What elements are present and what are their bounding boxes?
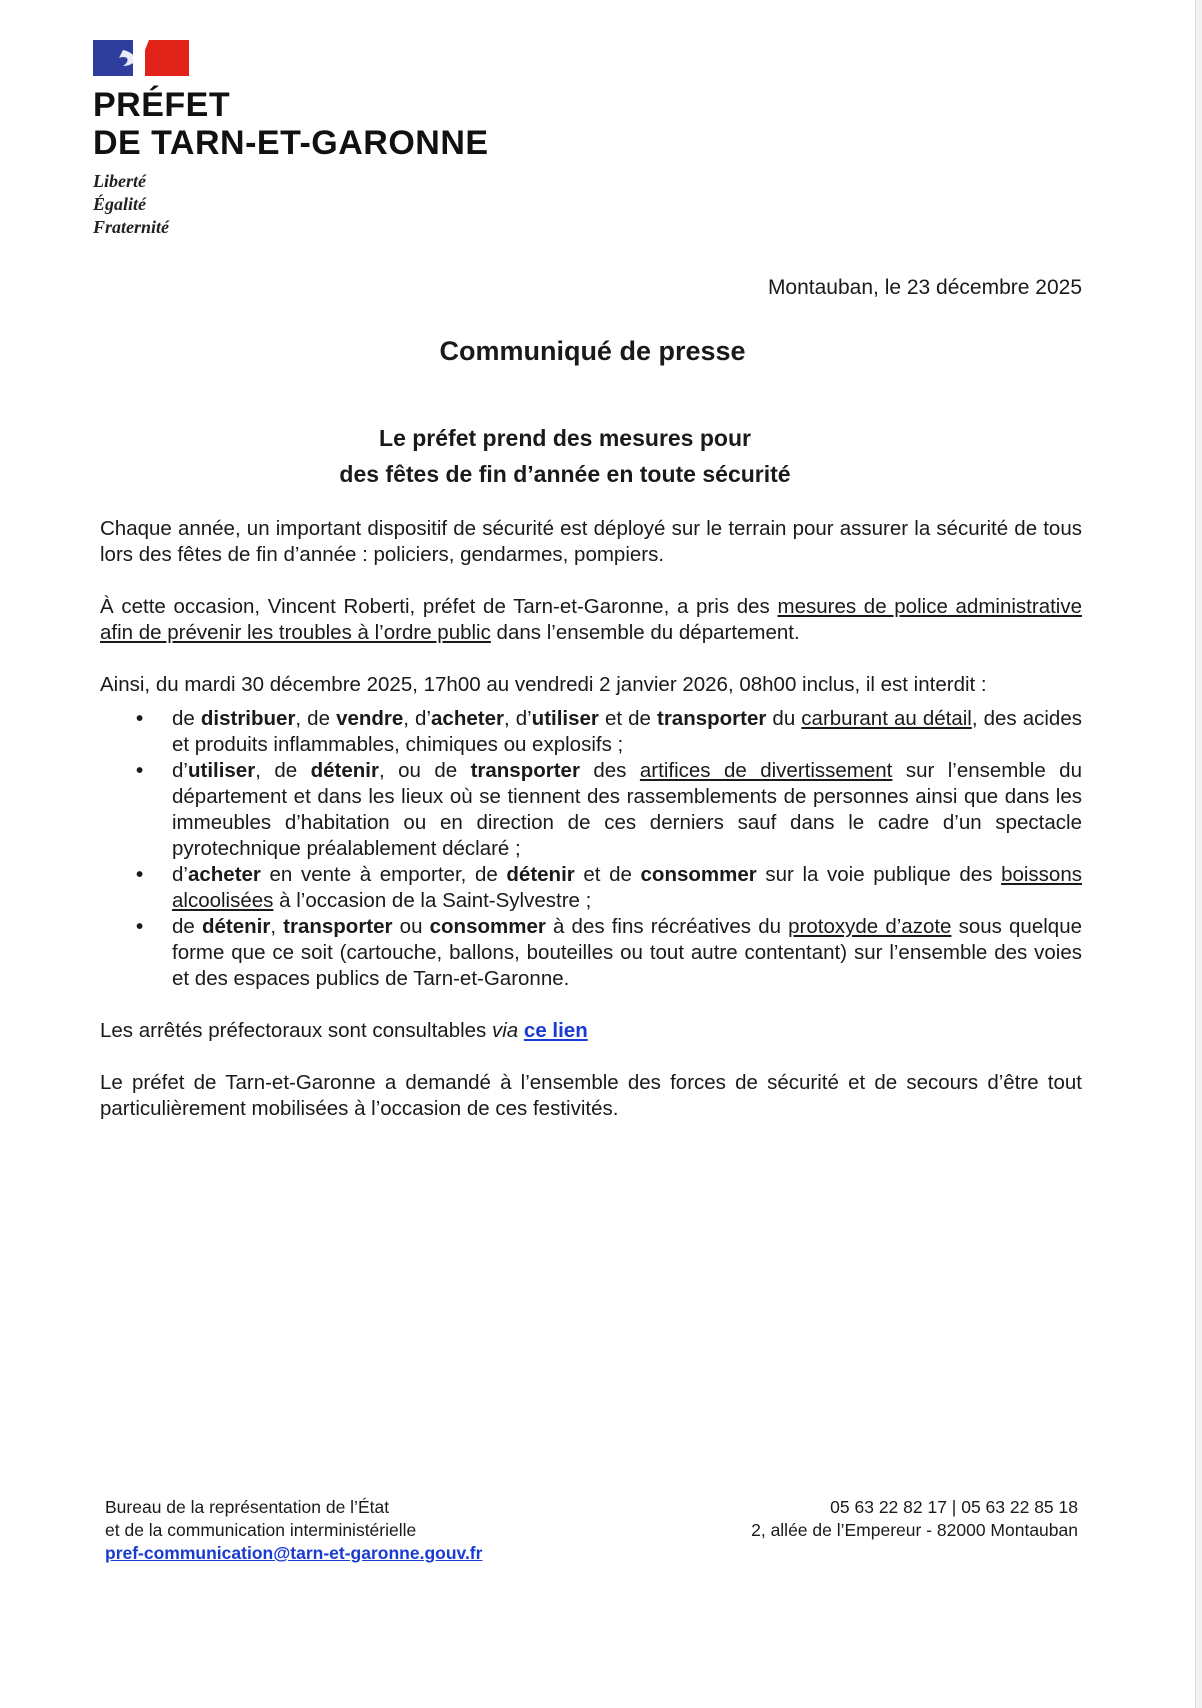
paragraph-measures bbox=[100, 594, 1082, 646]
text: de bbox=[172, 707, 201, 730]
text: à des fins récréatives du bbox=[545, 915, 789, 938]
list-item bbox=[100, 706, 1082, 758]
text: ou bbox=[392, 915, 430, 938]
bold-text: détenir bbox=[506, 863, 575, 886]
underlined-text: artifices de divertissement bbox=[639, 759, 893, 782]
paragraph-arretes bbox=[100, 1018, 1082, 1044]
marianne-flag-svg bbox=[93, 40, 189, 76]
text: de bbox=[172, 915, 202, 938]
text: d’ bbox=[172, 759, 188, 782]
footer-email-link[interactable]: pref-communication@tarn-et-garonne.gouv.fr bbox=[105, 1543, 483, 1563]
headline-line1: Le préfet prend des mesures pour bbox=[379, 425, 751, 451]
text: d’ bbox=[172, 863, 188, 886]
arretes-link[interactable]: ce lien bbox=[523, 1019, 588, 1042]
text: du bbox=[766, 707, 802, 730]
text: sous quelque forme que ce soit (cartouche, ballons, bouteilles ou tout autre contentant) sur l’ensemble des voies et des espaces publics de Tarn-et-Garonne. bbox=[172, 915, 1082, 990]
text: et de bbox=[574, 863, 641, 886]
text: Les arrêtés préfectoraux sont consultables bbox=[100, 1019, 492, 1042]
page-edge bbox=[1195, 0, 1202, 1708]
list-item bbox=[100, 758, 1082, 862]
bold-text: détenir bbox=[310, 759, 379, 782]
press-release-body bbox=[100, 516, 1082, 1148]
text: , bbox=[270, 915, 284, 938]
document-type: Communiqué de presse bbox=[439, 336, 746, 366]
motto-liberte: Liberté bbox=[93, 171, 146, 191]
text: dans l’ensemble du département. bbox=[490, 621, 800, 644]
bullet-icon: • bbox=[136, 915, 144, 938]
paragraph-intro: Chaque année, un important dispositif de sécurité est déployé sur le terrain pour assurer la sécurité de tous lors des fêtes de fin d’année : policiers, gendarmes, pompiers. bbox=[100, 517, 1082, 566]
bold-text: transporter bbox=[657, 707, 767, 730]
bold-text: utiliser bbox=[531, 707, 599, 730]
prefecture-logo bbox=[93, 40, 513, 239]
prefecture-title bbox=[93, 86, 513, 162]
text: à l’occasion de la Saint-Sylvestre ; bbox=[273, 889, 592, 912]
list-item bbox=[100, 862, 1082, 914]
bold-text: acheter bbox=[187, 863, 261, 886]
footer-phones: 05 63 22 82 17 | 05 63 22 85 18 bbox=[830, 1497, 1078, 1517]
bold-text: détenir bbox=[201, 915, 271, 938]
bold-text: consommer bbox=[640, 863, 757, 886]
footer-contact-address bbox=[751, 1496, 1078, 1542]
marianne-flag-icon bbox=[93, 40, 189, 76]
headline-line2: des fêtes de fin d’année en toute sécurité bbox=[339, 461, 791, 487]
bullet-icon: • bbox=[136, 863, 144, 886]
text: en vente à emporter, de bbox=[260, 863, 507, 886]
underlined-text: mesures de police administrative afin de prévenir les troubles à l’ordre public bbox=[100, 595, 1082, 644]
text: , des acides et produits inflammables, chimiques ou explosifs ; bbox=[172, 707, 1082, 756]
list-item bbox=[100, 914, 1082, 992]
bullet-icon: • bbox=[136, 707, 144, 730]
republic-motto bbox=[93, 170, 513, 239]
text: sur l’ensemble du département et dans les lieux où se tiennent des rassemblements de personnes ainsi que dans les immeubles d’habitation ou en direction de ces derniers sauf dans le cadre d’un spectacle pyrotechnique préalablement déclaré ; bbox=[172, 759, 1082, 860]
bold-text: utiliser bbox=[187, 759, 256, 782]
bold-text: vendre bbox=[336, 707, 404, 730]
motto-fraternite: Fraternité bbox=[93, 217, 170, 237]
italic-text: via bbox=[492, 1019, 519, 1042]
underlined-text: carburant au détail bbox=[801, 707, 972, 730]
text: et de bbox=[598, 707, 657, 730]
text: des bbox=[579, 759, 640, 782]
bold-text: transporter bbox=[470, 759, 580, 782]
text: À cette occasion, Vincent Roberti, préfet de Tarn-et-Garonne, a pris des bbox=[100, 595, 778, 618]
text: , ou de bbox=[378, 759, 471, 782]
text: sur la voie publique des bbox=[756, 863, 1002, 886]
motto-egalite: Égalité bbox=[93, 194, 146, 214]
text: , de bbox=[295, 707, 337, 730]
underlined-text: protoxyde d’azote bbox=[788, 915, 952, 938]
paragraph-period: Ainsi, du mardi 30 décembre 2025, 17h00 au vendredi 2 janvier 2026, 08h00 inclus, il est interdit : bbox=[100, 673, 987, 696]
bold-text: distribuer bbox=[200, 707, 296, 730]
prefecture-title-line1: PRÉFET bbox=[93, 86, 231, 124]
text: , d’ bbox=[503, 707, 532, 730]
bold-text: acheter bbox=[431, 707, 504, 730]
footer-address: 2, allée de l’Empereur - 82000 Montauban bbox=[751, 1520, 1078, 1540]
underlined-text: boissons alcoolisées bbox=[172, 863, 1082, 912]
paragraph-forces: Le préfet de Tarn-et-Garonne a demandé à l’ensemble des forces de sécurité et de secours d’être tout particulièrement mobilisées à l’occasion de ces festivités. bbox=[100, 1071, 1082, 1120]
footer-contact-office bbox=[105, 1496, 482, 1565]
footer-office-line1: Bureau de la représentation de l’État bbox=[105, 1497, 390, 1517]
prefecture-title-line2: DE TARN-ET-GARONNE bbox=[93, 124, 489, 162]
bold-text: transporter bbox=[283, 915, 393, 938]
prohibitions-list bbox=[100, 706, 1082, 992]
document-date: Montauban, le 23 décembre 2025 bbox=[767, 276, 1082, 299]
headline bbox=[0, 420, 1130, 492]
footer-office-line2: et de la communication interministérielle bbox=[105, 1520, 417, 1540]
bullet-icon: • bbox=[136, 759, 144, 782]
text: , de bbox=[255, 759, 311, 782]
text: , d’ bbox=[403, 707, 432, 730]
bold-text: consommer bbox=[429, 915, 546, 938]
